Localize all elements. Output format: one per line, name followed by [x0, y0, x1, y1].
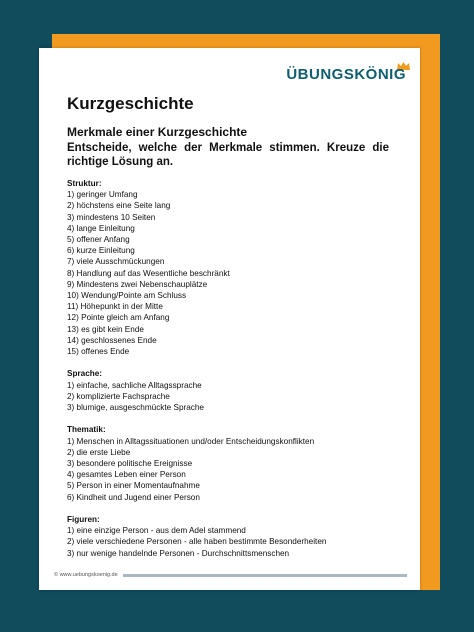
list-item: 7) viele Ausschmückungen	[67, 257, 165, 267]
page-title: Kurzgeschichte	[67, 94, 194, 113]
section-heading: Struktur:	[67, 179, 102, 188]
list-item: 1) einfache, sachliche Alltagssprache	[67, 380, 202, 390]
section-heading: Sprache:	[67, 369, 103, 379]
section-struktur	[67, 178, 397, 357]
worksheet-page	[39, 48, 420, 590]
list-item: 1) Menschen in Alltagssituationen und/oder Entscheidungskonflikten	[67, 436, 315, 446]
list-item: 8) Handlung auf das Wesentliche beschränkt	[67, 268, 230, 278]
list-item: 11) Höhepunkt in der Mitte	[67, 302, 163, 312]
section-figuren	[67, 514, 397, 559]
list-item: 3) mindestens 10 Seiten	[67, 212, 156, 222]
list-item: 6) Kindheit und Jugend einer Person	[67, 492, 200, 502]
brand-logo: ÜBUNGSKÖNIG	[286, 66, 406, 83]
list-item: 4) gesamtes Leben einer Person	[67, 470, 186, 480]
list-item: 5) Person in einer Momentaufnahme	[67, 481, 200, 491]
list-item: 9) Mindestens zwei Nebenschauplätze	[67, 279, 208, 289]
list-item: 2) komplizierte Fachsprache	[67, 391, 170, 401]
list-item: 3) blumige, ausgeschmückte Sprache	[67, 403, 204, 413]
list-item: 10) Wendung/Pointe am Schluss	[67, 291, 187, 301]
list-item: 13) es gibt kein Ende	[67, 324, 144, 334]
section-sprache	[67, 368, 397, 413]
list-item: 15) offenes Ende	[67, 347, 130, 357]
instructions: Entscheide, welche der Merkmale stimmen. Kreuze die richtige Lösung an.	[67, 142, 389, 168]
section-thematik	[67, 424, 397, 502]
list-item: 1) eine einzige Person - aus dem Adel stammend	[67, 526, 246, 536]
list-item: 12) Pointe gleich am Anfang	[67, 313, 170, 323]
list-item: 4) lange Einleitung	[67, 223, 135, 233]
list-item: 1) geringer Umfang	[67, 190, 138, 200]
footer-divider	[123, 574, 407, 577]
page-subtitle: Merkmale einer Kurzgeschichte	[67, 125, 248, 139]
footer-copyright: © www.uebungskoenig.de	[54, 572, 118, 578]
list-item: 2) die erste Liebe	[67, 447, 131, 457]
list-item: 3) nur wenige handelnde Personen - Durchschnittsmenschen	[67, 548, 290, 558]
section-heading: Figuren:	[67, 515, 100, 525]
list-item: 3) besondere politische Ereignisse	[67, 459, 193, 469]
list-item: 6) kurze Einleitung	[67, 246, 135, 256]
list-item: 14) geschlossenes Ende	[67, 335, 157, 345]
list-item: 2) viele verschiedene Personen - alle haben bestimmte Besonderheiten	[67, 537, 327, 547]
sections-list	[67, 178, 397, 570]
list-item: 2) höchstens eine Seite lang	[67, 201, 171, 211]
list-item: 5) offener Anfang	[67, 235, 130, 245]
section-heading: Thematik:	[67, 425, 106, 435]
